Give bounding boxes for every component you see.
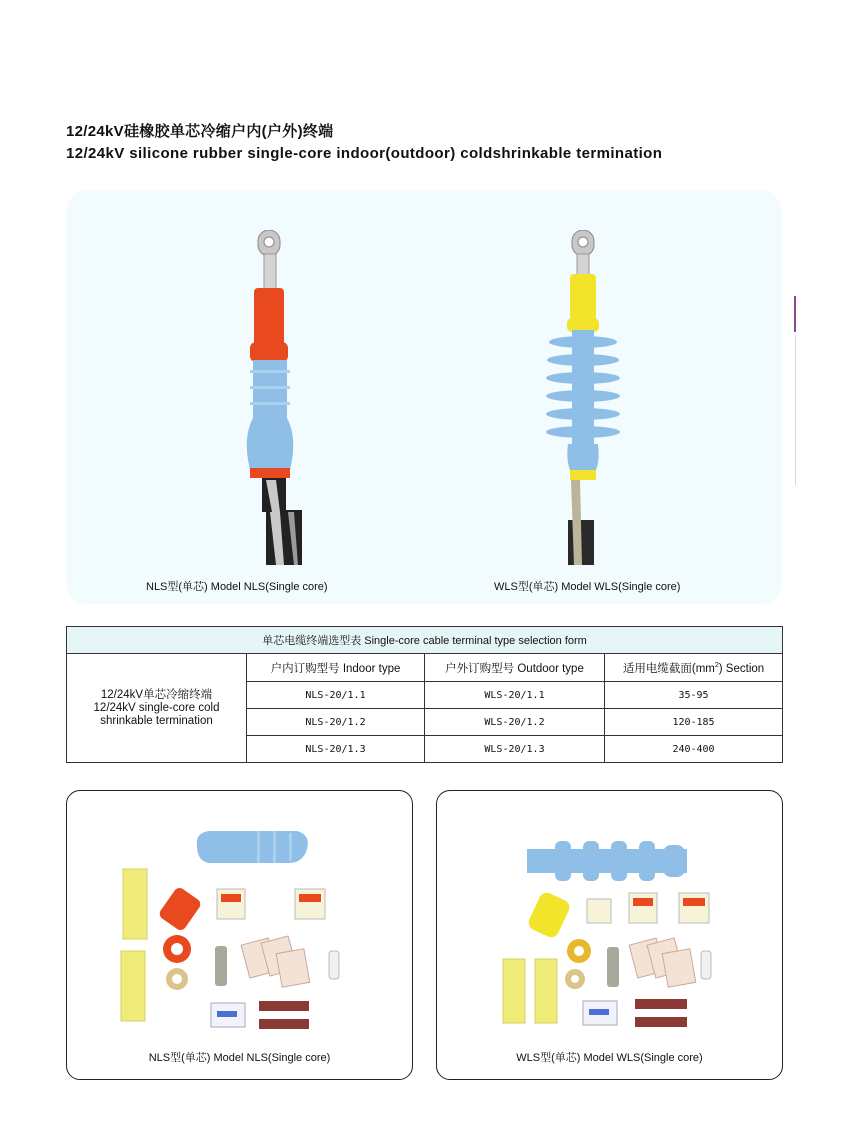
page-title-en: 12/24kV silicone rubber single-core indoor(outdoor) coldshrinkable termination	[66, 145, 663, 162]
table-column-header-row	[67, 654, 783, 682]
outdoor-type-cell: WLS-20/1.1	[425, 682, 605, 709]
nls-kit-caption: NLS型(单芯) Model NLS(Single core)	[148, 1052, 331, 1064]
hero-product-panel	[66, 190, 782, 604]
nls-kit-panel	[66, 790, 413, 1080]
column-header-section: 适用电缆截面$(mm^2)$ Section	[605, 654, 783, 682]
page-title-cn: 12/24kV硅橡胶单芯冷缩户内(户外)终端	[66, 123, 334, 140]
section-cell: 240-400	[605, 736, 783, 763]
wls-termination-image	[536, 230, 626, 565]
merged-label-line1: 12/24kV单芯冷缩终端	[100, 688, 213, 701]
nls-hero-caption: NLS型(单芯) Model NLS(Single core)	[146, 581, 328, 593]
table-merged-label	[67, 654, 247, 763]
wls-kit-caption: WLS型(单芯) Model WLS(Single core)	[516, 1052, 703, 1064]
wls-kit-panel	[436, 790, 783, 1080]
selection-table	[66, 626, 783, 763]
wls-hero-caption: WLS型(单芯) Model WLS(Single core)	[494, 581, 681, 593]
nls-kit-contents-image	[67, 791, 412, 1041]
table-title-row	[67, 627, 783, 654]
outdoor-type-cell: WLS-20/1.2	[425, 709, 605, 736]
section-cell: 120-185	[605, 709, 783, 736]
merged-label-line3: shrinkable termination	[100, 714, 213, 727]
merged-label-line2: 12/24kV single-core cold	[93, 701, 220, 714]
indoor-type-cell: NLS-20/1.2	[247, 709, 425, 736]
nls-termination-image	[236, 230, 326, 565]
indoor-type-cell: NLS-20/1.3	[247, 736, 425, 763]
column-header-outdoor: 户外订购型号 Outdoor type	[425, 654, 605, 682]
table-title: 单芯电缆终端选型表 Single-core cable terminal type selection form	[67, 627, 783, 654]
outdoor-type-cell: WLS-20/1.3	[425, 736, 605, 763]
page-edge-line	[795, 335, 796, 485]
section-cell: 35-95	[605, 682, 783, 709]
indoor-type-cell: NLS-20/1.1	[247, 682, 425, 709]
page-edge-mark	[794, 296, 796, 332]
wls-kit-contents-image	[437, 791, 782, 1041]
column-header-indoor: 户内订购型号 Indoor type	[247, 654, 425, 682]
